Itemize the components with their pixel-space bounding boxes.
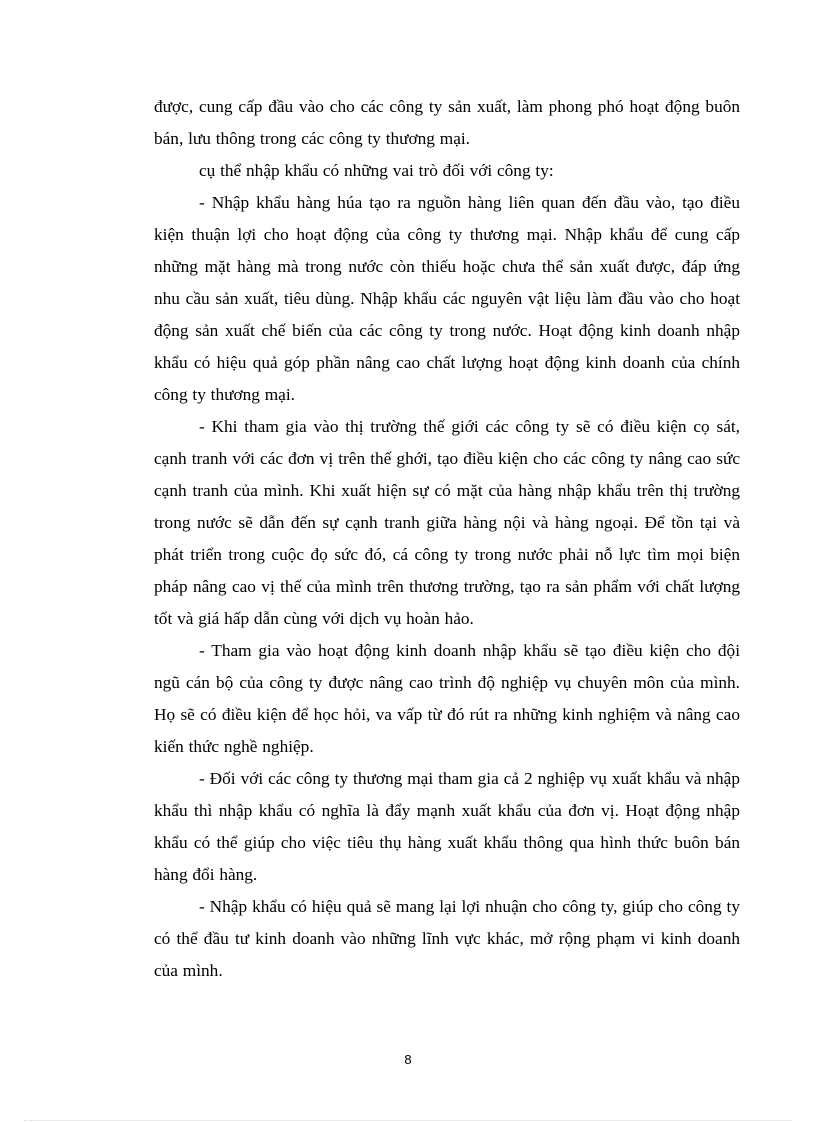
- page-bottom-divider: [24, 1120, 792, 1121]
- paragraph-intro: cụ thể nhập khẩu có những vai trò đối với công ty:: [198, 161, 554, 180]
- paragraph-export-promotion: - Đối với các công ty thương mại tham gia cả 2 nghiệp vụ xuất khẩu và nhập khẩu thì nhập khẩu có nghĩa là đẩy mạnh xuất khẩu của đơn vị. Hoạt động nhập khẩu có thể giúp cho việc tiêu thụ hàng xuất khẩu thông qua hình thức buôn bán hàng đổi hàng.: [154, 769, 740, 884]
- body-text: [154, 91, 740, 987]
- paragraph-competition: - Khi tham gia vào thị trường thế giới các công ty sẽ có điều kiện cọ sát, cạnh tranh với các đơn vị trên thế ghới, tạo điều kiện cho các công ty nâng cao sức cạnh tranh của mình. Khi xuất hiện sự có mặt của hàng nhập khẩu trên thị trường trong nước sẽ dẫn đến sự cạnh tranh giữa hàng nội và hàng ngoại. Để tồn tại và phát triển trong cuộc đọ sức đó, cá công ty trong nước phải nỗ lực tìm mọi biện pháp nâng cao vị thế của mình trên thương trường, tạo ra sản phẩm với chất lượng tốt và giá hấp dẫn cùng với dịch vụ hoàn hảo.: [154, 417, 740, 628]
- paragraph-profit: - Nhập khẩu có hiệu quả sẽ mang lại lợi nhuận cho công ty, giúp cho công ty có thể đầu tư kinh doanh vào những lĩnh vực khác, mở rộng phạm vi kinh doanh của mình.: [154, 897, 740, 980]
- paragraph-staff-training: - Tham gia vào hoạt động kinh doanh nhập khẩu sẽ tạo điều kiện cho đội ngũ cán bộ của công ty được nâng cao trình độ nghiệp vụ chuyên môn của mình. Họ sẽ có điều kiện để học hỏi, va vấp từ đó rút ra những kinh nghiệm và nâng cao kiến thức nghề nghiệp.: [154, 641, 740, 756]
- page-number: 8: [404, 1052, 412, 1067]
- paragraph-continuation: được, cung cấp đầu vào cho các công ty sản xuất, làm phong phó hoạt động buôn bán, lưu thông trong các công ty thương mại.: [154, 97, 740, 148]
- paragraph-import-supply: - Nhập khẩu hàng húa tạo ra nguồn hàng liên quan đến đầu vào, tạo điều kiện thuận lợi cho hoạt động của công ty thương mại. Nhập khẩu để cung cấp những mặt hàng mà trong nước còn thiếu hoặc chưa thể sản xuất được, đáp ứng nhu cầu sản xuất, tiêu dùng. Nhập khẩu các nguyên vật liệu làm đầu vào cho hoạt động sản xuất chế biến của các công ty trong nước. Hoạt động kinh doanh nhập khẩu có hiệu quả góp phần nâng cao chất lượng hoạt động kinh doanh của chính công ty thương mại.: [154, 193, 740, 404]
